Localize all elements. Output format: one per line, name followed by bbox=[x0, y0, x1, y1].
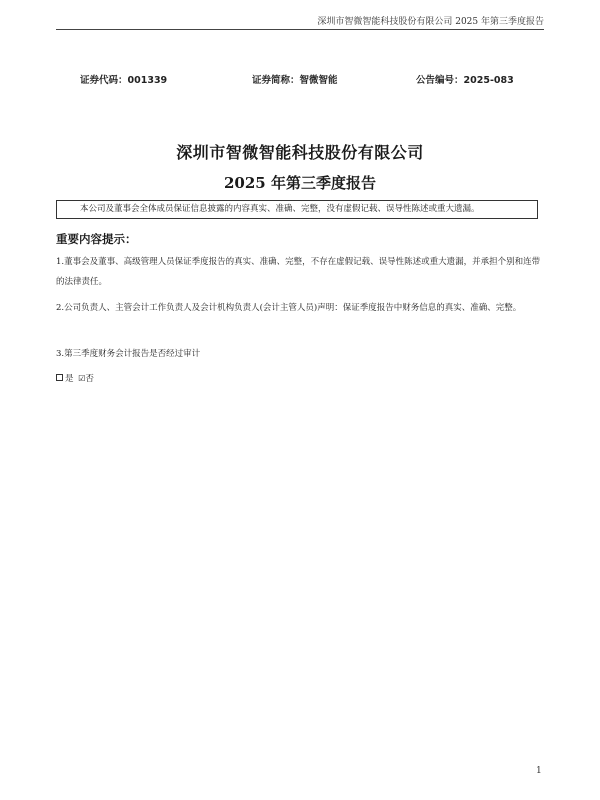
header-rule bbox=[56, 29, 544, 30]
securities-code: 证券代码：001339 bbox=[80, 75, 168, 86]
notice-item-2: 2.公司负责人、主管会计工作负责人及会计机构负责人(会计主管人员)声明：保证季度报告中财务信息的真实、准确、完整。 bbox=[56, 303, 522, 313]
notice-heading: 重要内容提示： bbox=[56, 232, 137, 246]
running-header: 深圳市智微智能科技股份有限公司 2025 年第三季度报告 bbox=[317, 17, 544, 27]
page-number: 1 bbox=[536, 766, 542, 776]
audit-options bbox=[56, 369, 542, 389]
checkbox-checked-icon: ☑ bbox=[78, 374, 86, 383]
checkbox-unchecked-icon bbox=[56, 374, 63, 381]
announcement-number: 公告编号：2025-083 bbox=[416, 75, 514, 86]
company-title: 深圳市智微智能科技股份有限公司 bbox=[176, 143, 424, 162]
statement-box bbox=[56, 200, 538, 219]
report-title: 2025 年第三季度报告 bbox=[224, 174, 376, 192]
option-no-label: 否 bbox=[85, 374, 94, 384]
option-yes-label: 是 bbox=[65, 374, 74, 384]
notice-item-1: 1.董事会及董事、高级管理人员保证季度报告的真实、准确、完整，不存在虚假记载、误导性陈述或重大遗漏，并承担个别和连带的法律责任。 bbox=[56, 257, 541, 287]
notice-item-3: 3.第三季度财务会计报告是否经过审计 bbox=[56, 349, 201, 359]
securities-abbreviation: 证券简称：智微智能 bbox=[252, 75, 338, 86]
statement-text: 本公司及董事会全体成员保证信息披露的内容真实、准确、完整，没有虚假记载、误导性陈述或重大遗漏。 bbox=[80, 204, 480, 214]
